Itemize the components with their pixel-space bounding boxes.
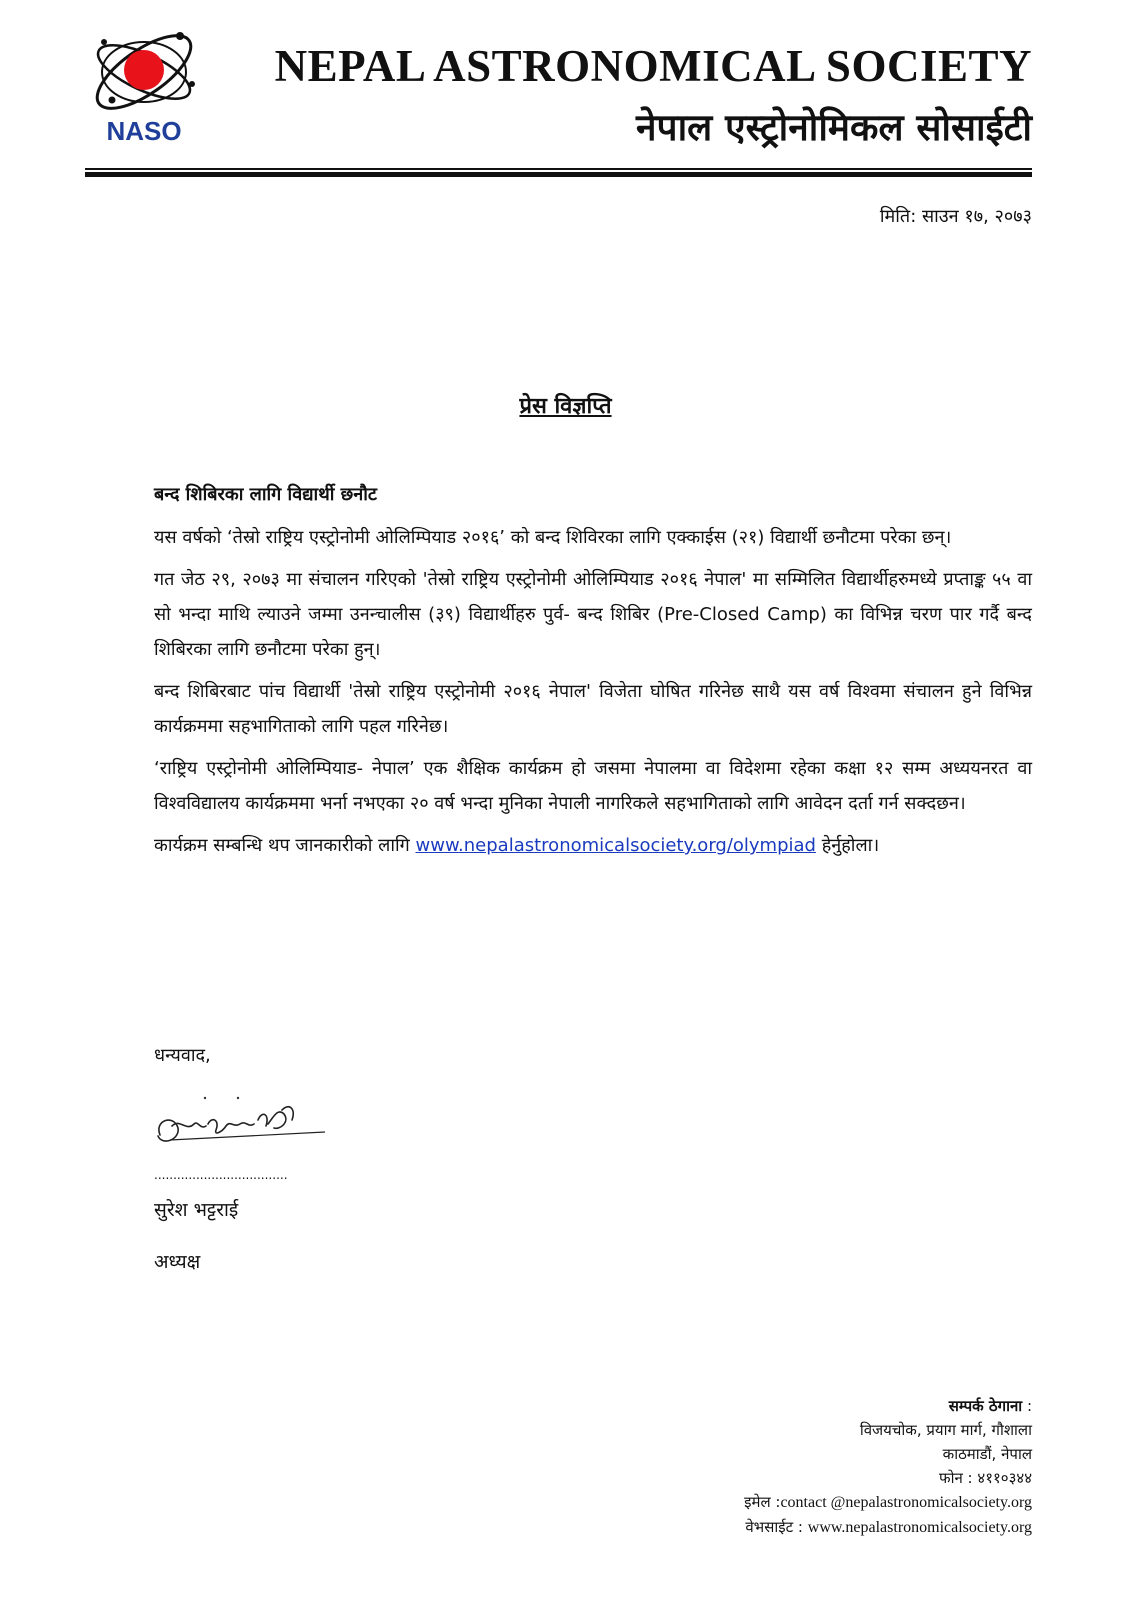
paragraph-2: गत जेठ २९, २०७३ मा संचालन गरिएको 'तेस्रो राष्ट्रिय एस्ट्रोनोमी ओलिम्पियाड २०१६ नेपाल' मा सम्मिलित विद्यार्थीहरुमध्ये प्रप्ताङ्क ५५ वा सो भन्दा माथि ल्याउने जम्मा उनन्चालीस (३९) विद्यार्थीहरु पुर्व- बन्द शिबिर (Pre-Closed Camp) का विभिन्न चरण पार गर्दै बन्द शिबिरका लागि छनौटमा परेका हुन्। (154, 569, 1032, 660)
signature-line: ................................... (154, 1168, 288, 1182)
info-link-line (154, 828, 1032, 863)
address-line-2: काठमाडौं, नेपाल (942, 1445, 1032, 1463)
link-suffix: हेर्नुहोला। (815, 835, 880, 856)
email-line: इमेल :contact @nepalastronomicalsociety.org (744, 1493, 1032, 1511)
link-prefix: कार्यक्रम सम्बन्धि थप जानकारीको लागि (154, 835, 416, 856)
logo-sun (124, 50, 164, 90)
phone-line: फोन : ४११०३४४ (939, 1469, 1032, 1487)
header-divider-thick (85, 172, 1032, 177)
header-divider-thin (85, 168, 1032, 170)
naso-logo (82, 22, 207, 147)
letter-date: मिति: साउन १७, २०७३ (879, 206, 1032, 227)
phone-number: ४११०३४४ (977, 1469, 1032, 1487)
paragraph-1: यस वर्षको ‘तेस्रो राष्ट्रिय एस्ट्रोनोमी ओलिम्पियाड २०१६’ को बन्द शिविरका लागि एक्काईस (२१) विद्यार्थी छनौटमा परेका छन्। (154, 527, 952, 548)
signer-designation: अध्यक्ष (154, 1251, 201, 1273)
paragraph-4: ‘राष्ट्रिय एस्ट्रोनोमी ओलिम्पियाड- नेपाल’ एक शैक्षिक कार्यक्रम हो जसमा नेपालमा वा विदेशमा रहेका कक्षा १२ सम्म अध्ययनरत वा विश्वविद्यालय कार्यक्रममा भर्ना नभएका २० वर्ष भन्दा मुनिका नेपाली नागरिकले सहभागिताको लागि आवेदन दर्ता गर्न सक्दछन। (154, 758, 1032, 814)
website-line: वेभसाईट : www.nepalastronomicalsociety.org (745, 1518, 1032, 1536)
page-title: प्रेस विज्ञप्ति (519, 394, 612, 419)
signature (150, 1080, 335, 1160)
paragraph-3: बन्द शिबिरबाट पांच विद्यार्थी 'तेस्रो राष्ट्रिय एस्ट्रोनोमी २०१६ नेपाल' विजेता घोषित गरिनेछ साथै यस वर्ष विश्वमा संचालन हुने विभिन्न कार्यक्रममा सहभागिताको लागि पहल गरिनेछ। (154, 681, 1032, 737)
contact-block (600, 1394, 1032, 1540)
thanks-text: धन्यवाद, (154, 1045, 211, 1066)
olympiad-link[interactable]: www.nepalastronomicalsociety.org/olympiad (415, 835, 816, 856)
contact-label: सम्पर्क ठेगाना (948, 1397, 1023, 1415)
subheading: बन्द शिबिरका लागि विद्यार्थी छनौट (154, 484, 377, 505)
website-address[interactable]: www.nepalastronomicalsociety.org (807, 1519, 1032, 1536)
address-line-1: विजयचोक, प्रयाग मार्ग, गौशाला (859, 1421, 1032, 1439)
org-name-nepali: नेपाल एस्ट्रोनोमिकल सोसाईटी (636, 106, 1032, 149)
signer-name: सुरेश भट्टराई (154, 1199, 239, 1221)
logo-text: NASO (106, 116, 182, 146)
letter-body (154, 482, 1032, 870)
email-address[interactable]: contact @nepalastronomicalsociety.org (780, 1494, 1032, 1511)
org-name-english: NEPAL ASTRONOMICAL SOCIETY (274, 41, 1032, 91)
contact-heading: सम्पर्क ठेगाना : (948, 1397, 1032, 1415)
